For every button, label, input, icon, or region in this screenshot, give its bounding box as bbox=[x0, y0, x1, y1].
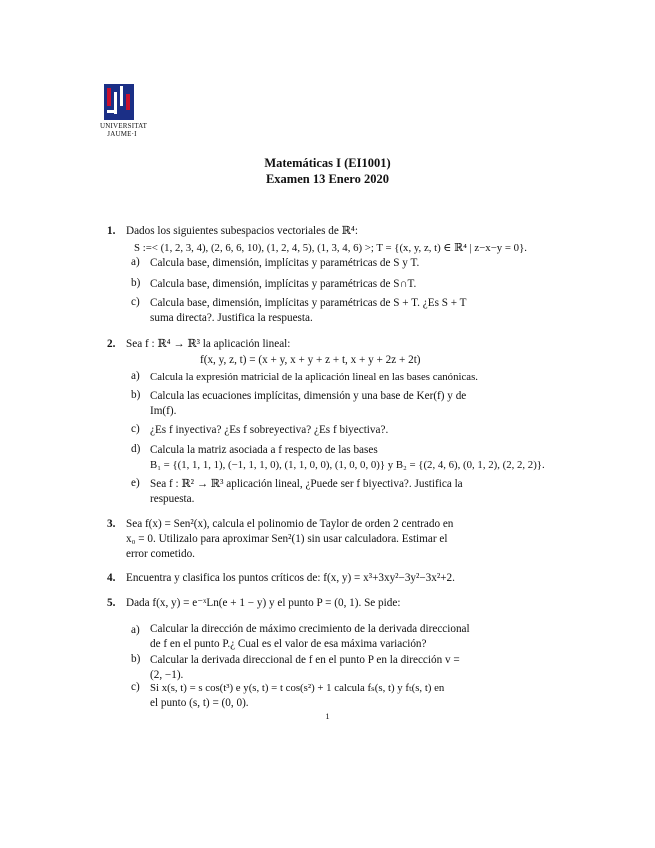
university-name-line1: UNIVERSITAT bbox=[100, 122, 148, 130]
exam-title: Matemáticas I (EI1001) bbox=[264, 156, 391, 170]
q1-intro: Dados los siguientes subespacios vectoriales de ℝ⁴: bbox=[126, 225, 358, 237]
q5b-label: b) bbox=[131, 653, 141, 665]
university-name-line2: JAUME·I bbox=[107, 130, 137, 138]
q2b-text-line2: Im(f). bbox=[150, 405, 177, 417]
q2-number: 2. bbox=[107, 338, 116, 350]
university-logo-icon bbox=[104, 84, 134, 120]
q1c-text-line1: Calcula base, dimensión, implícitas y paramétricas de S + T. ¿Es S + T bbox=[150, 297, 467, 309]
q5-intro: Dada f(x, y) = e⁻ˣLn(e + 1 − y) y el punto P = (0, 1). Se pide: bbox=[126, 597, 401, 609]
q1-sets: S :=< (1, 2, 3, 4), (2, 6, 6, 10), (1, 2, 4, 5), (1, 3, 4, 6) >; T = {(x, y, z, t) ∈ ℝ⁴ | z−x−y = 0}. bbox=[134, 242, 527, 254]
q1a-label: a) bbox=[131, 256, 140, 268]
q4-number: 4. bbox=[107, 572, 116, 584]
q5a-text-line2: de f en el punto P.¿ Cual es el valor de esa máxima variación? bbox=[150, 638, 427, 650]
q5b-text-line1: Calcular la derivada direccional de f en el punto P en la dirección v = bbox=[150, 654, 460, 666]
q3-line3: error cometido. bbox=[126, 548, 195, 560]
q1a-text: Calcula base, dimensión, implícitas y paramétricas de S y T. bbox=[150, 257, 420, 269]
university-logo bbox=[100, 84, 148, 144]
q5c-label: c) bbox=[131, 681, 140, 693]
q2e-text-line2: respuesta. bbox=[150, 493, 195, 505]
q2e-label: e) bbox=[131, 477, 140, 489]
q2d-text-line2: B₁ = {(1, 1, 1, 1), (−1, 1, 1, 0), (1, 1, 0, 0), (1, 0, 0, 0)} y B₂ = {(2, 4, 6), (0, 1, 2), (2, 2, 2)}. bbox=[150, 459, 545, 471]
q2c-label: c) bbox=[131, 423, 140, 435]
q1b-text: Calcula base, dimensión, implícitas y paramétricas de S∩T. bbox=[150, 278, 417, 290]
q2b-text-line1: Calcula las ecuaciones implícitas, dimensión y una base de Ker(f) y de bbox=[150, 390, 467, 402]
q1b-label: b) bbox=[131, 277, 141, 289]
q2d-label: d) bbox=[131, 443, 141, 455]
q2e-text-line1: Sea f : ℝ² → ℝ³ aplicación lineal, ¿Puede ser f biyectiva?. Justifica la bbox=[150, 478, 463, 490]
q3-line2: x₀ = 0. Utilizalo para aproximar Sen²(1) sin usar calculadora. Estimar el bbox=[126, 533, 448, 545]
q5c-text-line1: Si x(s, t) = s cos(t³) e y(s, t) = t cos(s²) + 1 calcula fₛ(s, t) y fₜ(s, t) en bbox=[150, 682, 445, 694]
q3-number: 3. bbox=[107, 518, 116, 530]
q1c-label: c) bbox=[131, 296, 140, 308]
q2a-text: Calcula la expresión matricial de la aplicación lineal en las bases canónicas. bbox=[150, 371, 478, 383]
exam-subtitle: Examen 13 Enero 2020 bbox=[265, 172, 390, 186]
page-number: 1 bbox=[325, 711, 330, 721]
q5-number: 5. bbox=[107, 597, 116, 609]
q5a-label: a) bbox=[131, 624, 140, 636]
q5c-text-line2: el punto (s, t) = (0, 0). bbox=[150, 697, 249, 709]
q2b-label: b) bbox=[131, 389, 141, 401]
q5a-text-line1: Calcular la dirección de máximo crecimiento de la derivada direccional bbox=[150, 623, 470, 635]
q5b-text-line2: (2, −1). bbox=[150, 669, 184, 681]
q2d-text-line1: Calcula la matriz asociada a f respecto de las bases bbox=[150, 444, 378, 456]
q1c-text-line2: suma directa?. Justifica la respuesta. bbox=[150, 312, 313, 324]
q2a-label: a) bbox=[131, 370, 140, 382]
q4-line1: Encuentra y clasifica los puntos críticos de: f(x, y) = x³+3xy²−3y²−3x²+2. bbox=[126, 572, 455, 584]
q2-intro: Sea f : ℝ⁴ → ℝ³ la aplicación lineal: bbox=[126, 338, 291, 350]
q3-line1: Sea f(x) = Sen²(x), calcula el polinomio de Taylor de orden 2 centrado en bbox=[126, 518, 454, 530]
q2-formula: f(x, y, z, t) = (x + y, x + y + z + t, x + y + 2z + 2t) bbox=[200, 354, 421, 366]
q1-number: 1. bbox=[107, 225, 116, 237]
q2c-text: ¿Es f inyectiva? ¿Es f sobreyectiva? ¿Es f biyectiva?. bbox=[150, 424, 389, 436]
